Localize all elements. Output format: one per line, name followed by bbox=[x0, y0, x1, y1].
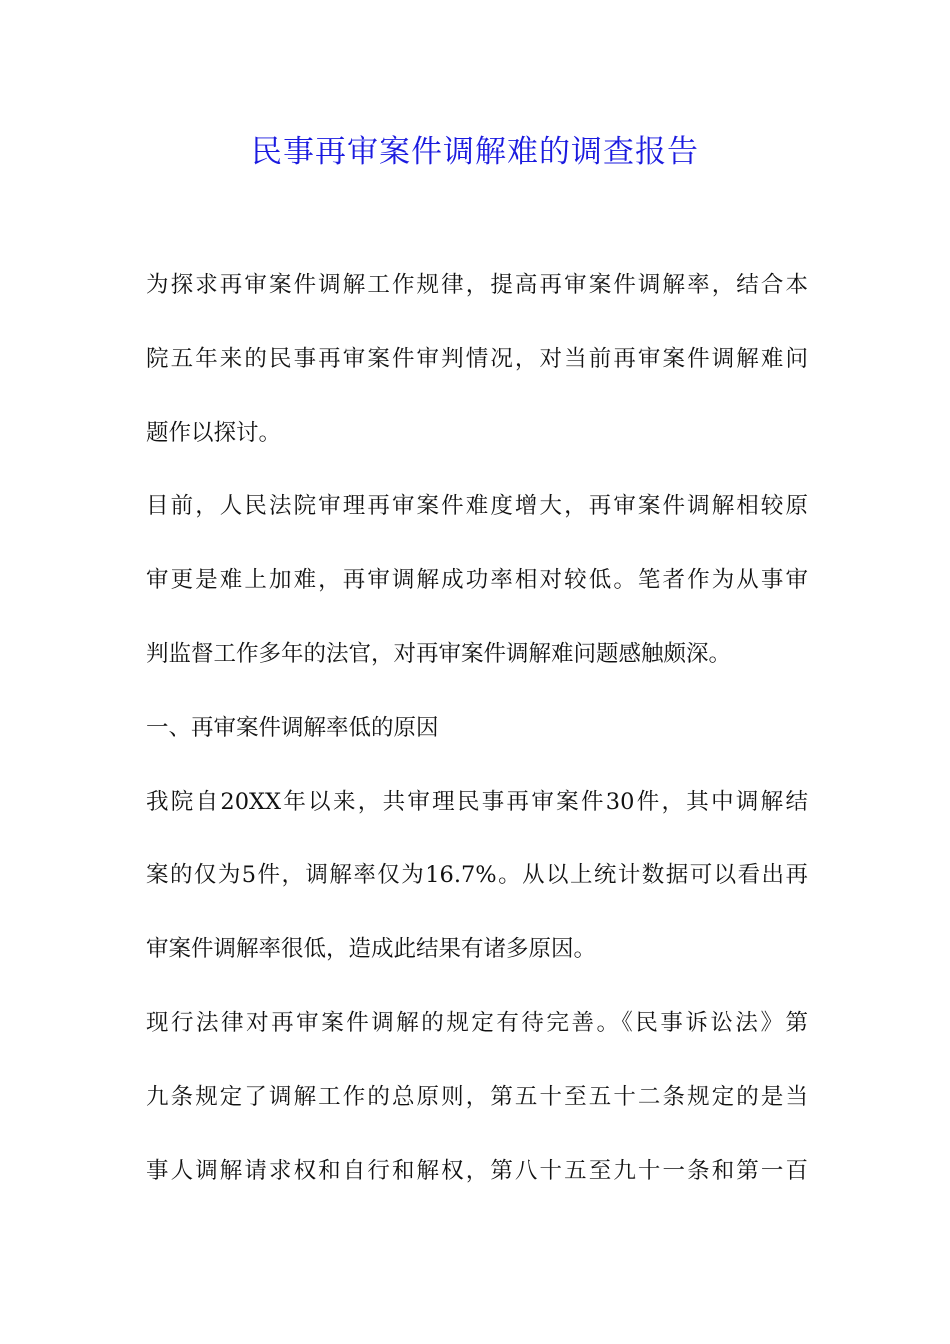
body-line-3: 题作以探讨。 bbox=[146, 419, 282, 446]
body-line-10: 审案件调解率很低，造成此结果有诸多原因。 bbox=[146, 936, 597, 963]
body-line-2: 院五年来的民事再审案件审判情况，对当前再审案件调解难问 bbox=[146, 345, 808, 372]
body-line-11: 现行法律对再审案件调解的规定有待完善。《民事诉讼法》第 bbox=[146, 1009, 808, 1036]
body-line-5: 审更是难上加难，再审调解成功率相对较低。笔者作为从事审 bbox=[146, 567, 808, 594]
document-title: 民事再审案件调解难的调查报告 bbox=[251, 134, 699, 170]
body-line-12: 九条规定了调解工作的总原则，第五十至五十二条规定的是当 bbox=[146, 1083, 808, 1110]
section-heading-1: 一、再审案件调解率低的原因 bbox=[146, 714, 439, 741]
body-line-4: 目前，人民法院审理再审案件难度增大，再审案件调解相较原 bbox=[146, 493, 808, 520]
body-line-6: 判监督工作多年的法官，对再审案件调解难问题感触颇深。 bbox=[146, 640, 732, 667]
body-line-8: 我院自20XX年以来，共审理民事再审案件30件，其中调解结 bbox=[146, 788, 808, 815]
body-line-9: 案的仅为5件，调解率仅为16.7%。从以上统计数据可以看出再 bbox=[146, 862, 808, 889]
document-body bbox=[146, 261, 808, 1220]
body-line-13: 事人调解请求权和自行和解权，第八十五至九十一条和第一百 bbox=[146, 1157, 808, 1184]
body-line-1: 为探求再审案件调解工作规律，提高再审案件调解率，结合本 bbox=[146, 272, 808, 298]
